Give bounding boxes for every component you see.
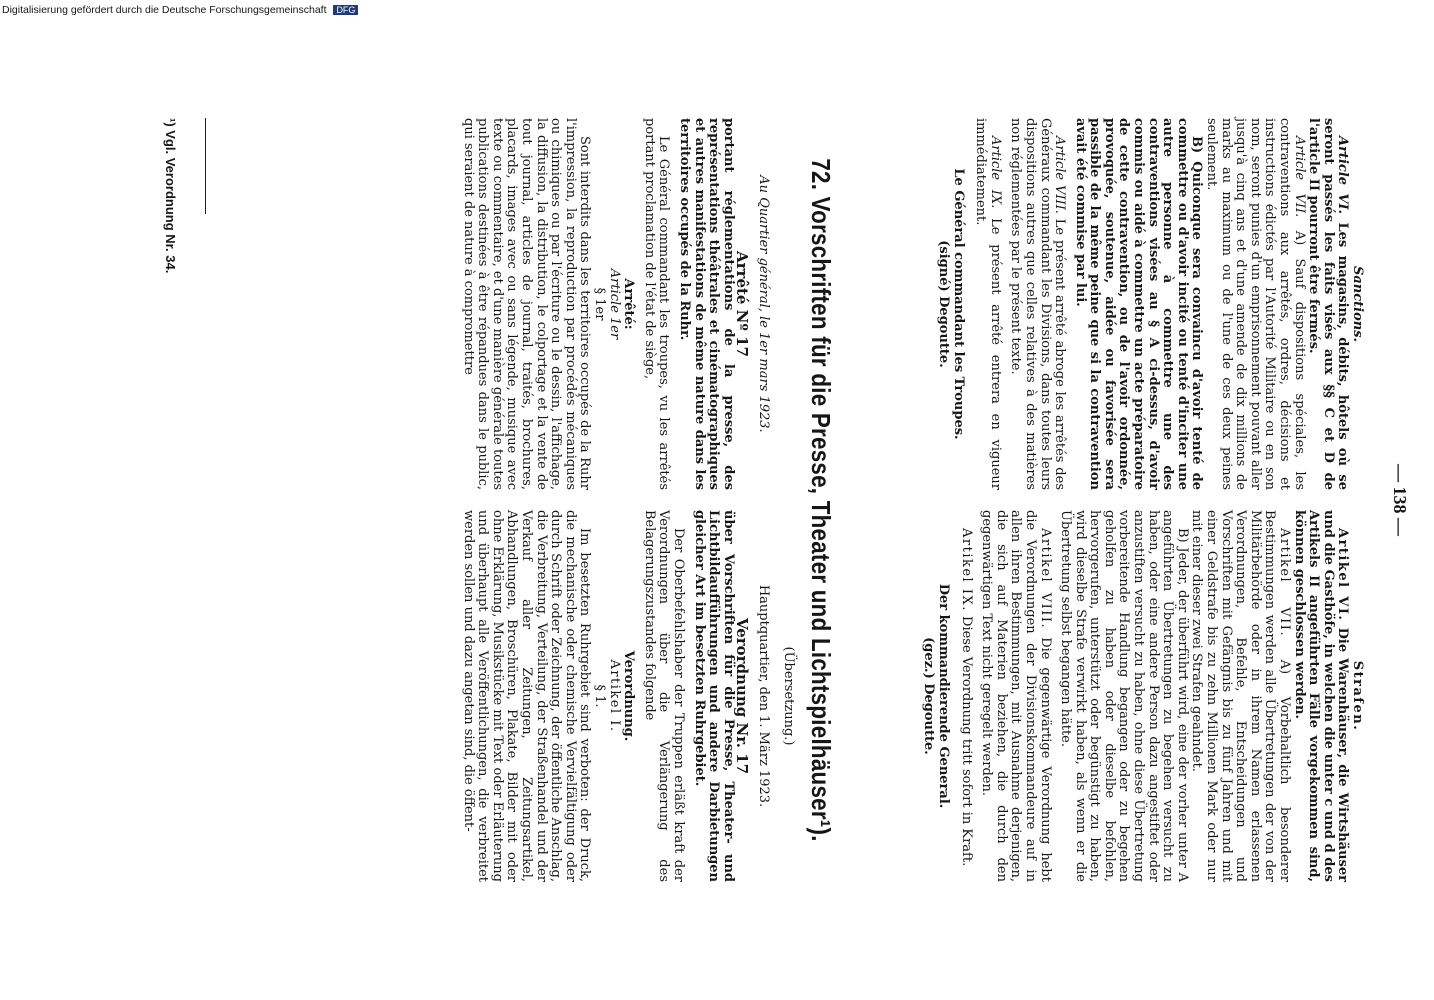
strafen-heading: Strafen. [1350, 660, 1365, 732]
verordnung-label: Verordnung. [621, 650, 637, 742]
signature-title-de: Der kommandierende General. [935, 583, 951, 809]
artikel-vii-a-de: Artikel VII. A) Vorbehaltlich besonderer Bestimmungen werden alle Übertretungen der von der Militärbehörde oder in ihrem Namen erlassenen Verordnungen, Befehle, Entscheidungen und Vorschriften mit Gefängnis bis zu fünf Jahren und mit einer Geldstrafe bis zu zehn Millionen Mark oder nur mit einer dieser zwei Strafen geahndet. [1189, 510, 1293, 882]
article-vii-a-fr: Article VII. A) Sauf dispositions spéciales, les contraventions aux arrêtés, ordres, décisions et instructions édictés par l'Autorité Militaire ou en son nom, seront punies d'un emprisonnement pouvant aller jusqu'à cinq ans et d'une amende de dix millions de marks au maximum ou de l'une de ces deux peines seulement. [1204, 118, 1307, 490]
preamble-de: Der Oberbefehlshaber der Truppen erläßt kraft der Verordnungen über die Verlängerung des Belagerungszustandes folgende [641, 510, 687, 882]
arrete-subject: portant réglementations de la presse, des représentations théâtrales et cinématographiques et autres manifestations de même nature dans les territoires occupés de la Ruhr. [677, 118, 736, 490]
translation-note: (Übersetzung.) [781, 646, 796, 746]
artikel-viii-de: Artikel VIII. Die gegenwärtige Verordnung hebt die Verordnungen der Divisionskommandeure auf in allen ihren Bestimmungen, mit Ausnahme derjenigen, die sich auf Materien beziehen, die durch den gegenwärtigen Text nicht geregelt werden. [979, 510, 1053, 882]
dfg-logo: DFG [333, 5, 358, 15]
artikel-ix-de: Artikel IX. Diese Verordnung tritt sofort in Kraft. [958, 528, 974, 867]
german-column-bottom [460, 510, 770, 882]
body-de: Im besetzten Ruhrgebiet sind verboten: der Druck, die mechanische oder chemische Vervielfältigung oder durch Schrift oder Zeichnung, der öffentliche Anschlag, die Verbreitung, Verteilung, der Straßenhandel und der Verkauf aller Zeitungen, Zeitungsartikel, Abhandlungen, Broschüren, Plakate, Bilder mit oder ohne Erklärung, Musikstücke mit Text oder Erläuterung und überhaupt alle Veröffentlichungen, die verbreitet werden sollen und dazu angetan sind, die öffent- [460, 510, 593, 882]
article-viii-fr: Article VIII. Le présent arrêté abroge les arrêtés des Généraux commandant les Divisions, dans toutes leurs dispositions autres que celles relatives à des matières non réglementées par le présent texte. [1008, 118, 1068, 490]
verordnung-subject: über Vorschriften für die Presse, Theater- und Lichtbildaufführungen und andere Darbietungen gleicher Art im besetzten Ruhrgebiet. [691, 510, 736, 882]
french-column-top [935, 118, 1364, 490]
section-1-fr: § 1er [592, 287, 608, 321]
digitization-note [2, 4, 992, 16]
section-heading: 72. Vorschriften für die Presse, Theater und Lichtspielhäuser¹). [806, 158, 836, 842]
footnote: ¹) Vgl. Verordnung Nr. 34. [163, 118, 178, 274]
french-column-bottom [460, 118, 770, 490]
arrete-label: Arrêté: [621, 278, 637, 330]
article-ix-fr: Article IX. Le présent arrêté entrera en vigueur immédiatement. [973, 118, 1003, 490]
date-de: Hauptquartier, den 1. März 1923. [756, 584, 771, 808]
digitization-text: Digitalisierung gefördert durch die Deutsche Forschungsgemeinschaft [2, 4, 327, 16]
date-fr: Au Quartier général, le 1er mars 1923. [756, 175, 771, 433]
artikel-vii-b-de: B) Jeder, der überführt wird, eine der vorher unter A angeführten Übertretungen zu begehen versucht zu haben, oder eine andere Person dazu angestiftet oder anzustiften versucht zu haben, ohne diese Übertretung vorbereitende Handlung begangen oder zu begehen geholfen zu haben oder dieselbe befohlen, hervorgerufen, unterstützt oder begünstigt zu haben, wird dieselbe Strafe verwirkt haben, als wenn er die Übertretung selbst begangen hätte. [1058, 510, 1190, 882]
footnote-rule [205, 118, 206, 214]
page-number: — 138 — [1390, 464, 1410, 536]
artikel-vi-de: Artikel VI. Die Warenhäuser, die Wirtshäuser und die Gasthöfe, in welchen die unter c und d des Artikels II angeführten Fälle vorgekommen sind, können geschlossen werden. [1291, 510, 1351, 882]
signature-title-fr: Le Général commandant les Troupes. [950, 168, 966, 440]
signature-name-de: (gez.) Degoutte. [921, 637, 937, 755]
signature-name-fr: (signé) Degoutte. [935, 240, 951, 368]
article-1-fr: Article 1er [606, 268, 622, 340]
artikel-1-de: Artikel I. [606, 659, 622, 733]
arrete-title: Arrêté Nº 17 [733, 251, 752, 357]
preamble-fr: Le Général commandant les troupes, vu les arrêtés portant proclamation de l'état de siège, [641, 118, 672, 490]
article-vi-fr: Article VI. Les magasins, débits, hôtels où se seront passés les faits visés aux §§ C et D de l'article II pourront être fermés. [1306, 118, 1351, 490]
article-vii-b-fr: B) Quiconque sera convaincu d'avoir tenté de commettre ou d'avoir incité ou tenté d'inciter une autre personne à commettre une des contraventions visées au § A ci-dessus, d'avoir commis ou aidé à commettre un acte préparatoire de cette contravention, ou de l'avoir ordonnée, provoquée, soutenue, aidée ou favorisée sera passible de la même peine que si la contravention avait été commise par lui. [1072, 118, 1205, 490]
verordnung-title: Verordnung Nr. 17 [733, 617, 752, 775]
german-column-top [921, 510, 1364, 882]
section-1-de: § 1. [592, 684, 608, 708]
body-fr: Sont interdits dans les territoires occupés de la Ruhr l'impression, la reproduction par procédés mécaniques ou chimiques ou par l'écriture ou le dessin, l'affichage, la diffusion, la distribution, le colportage et la vente de tout journal, articles de journal, traités, brochures, placards, images avec ou sans légende, musique avec texte ou commentaire, et d'une manière générale toutes publications destinées à être répandues dans le public, qui seraient de nature à compromettre [460, 118, 593, 490]
sanctions-heading: Sanctions. [1350, 265, 1365, 343]
